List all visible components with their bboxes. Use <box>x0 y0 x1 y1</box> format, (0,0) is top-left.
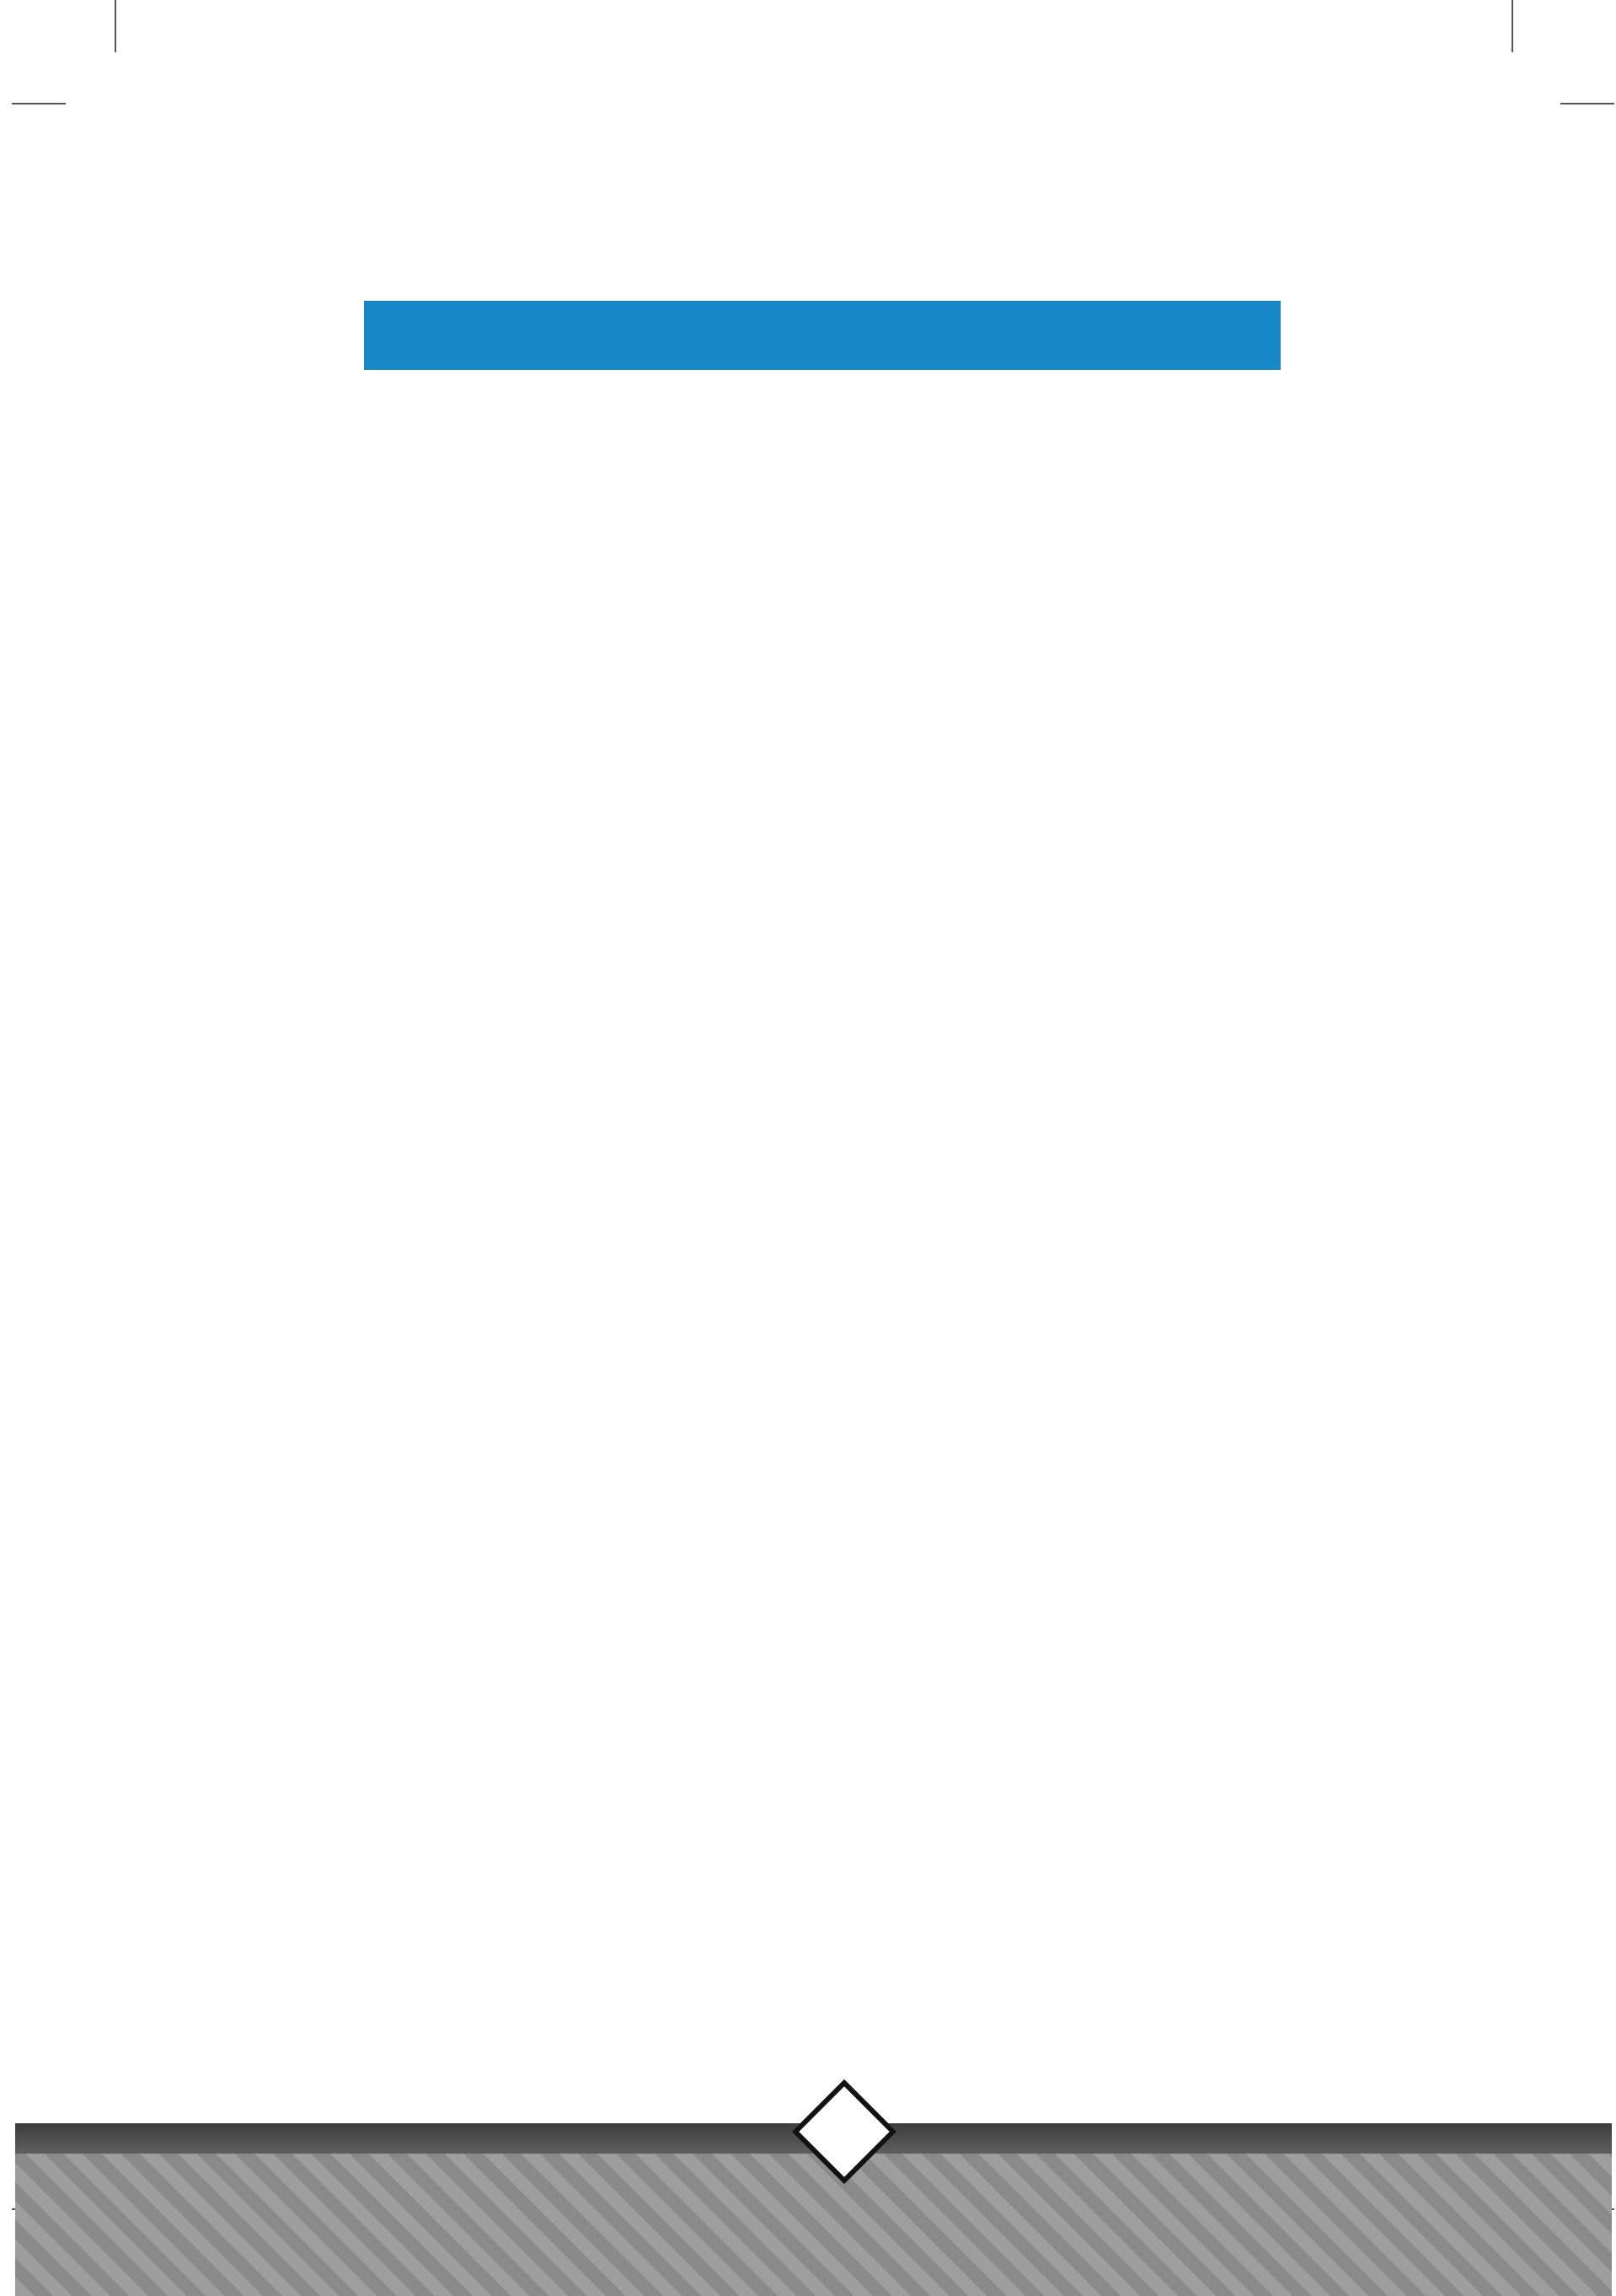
crop-mark-top-left-v <box>115 0 116 52</box>
crop-mark-top-right-h <box>1560 103 1614 104</box>
crop-mark-top-right-v <box>1512 0 1513 52</box>
crop-mark-top-left-h <box>12 103 66 104</box>
page-number <box>795 2106 893 2157</box>
chapter-banner <box>364 301 1281 370</box>
table-of-contents <box>364 291 1281 382</box>
